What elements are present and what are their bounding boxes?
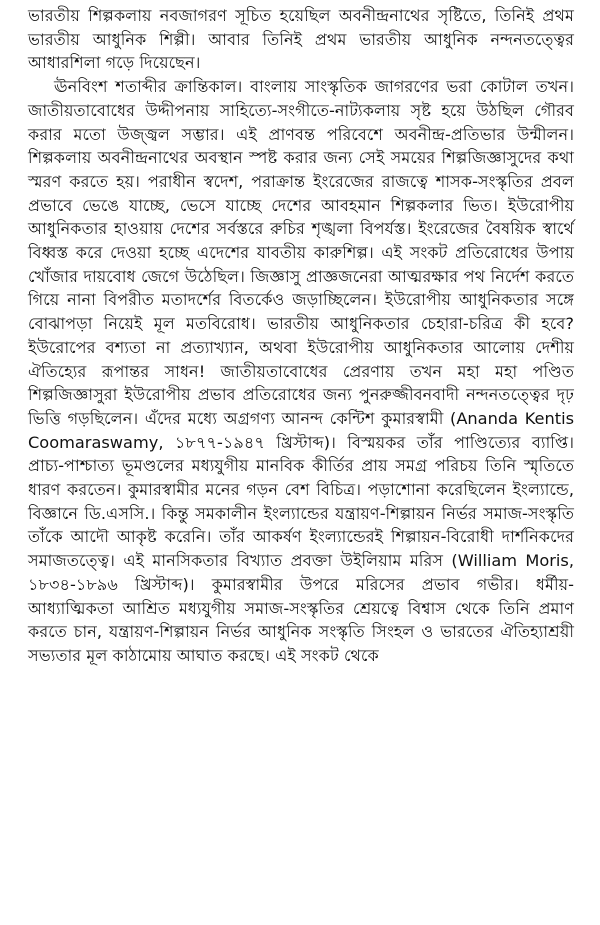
paragraph-intro: ভারতীয় শিল্পকলায় নবজাগরণ সূচিত হয়েছিল অবনীন্দ্রনাথের সৃষ্টিতে, তিনিই প্রথম ভারতীয় আধুনিক শিল্পী। আবার তিনিই প্রথম ভারতীয় আধুনিক নন্দনতত্ত্বের আধারশিলা গড়ে দিয়েছেন। [28,6,574,73]
paragraph-main: ঊনবিংশ শতাব্দীর ক্রান্তিকাল। বাংলায় সাংস্কৃতিক জাগরণের ভরা কোটাল তখন। জাতীয়তাবোধের উদ্দীপনায় সাহিত্যে-সংগীতে-নাট্যকলায় সৃষ্ট হয়ে উঠছিল গৌরব করার মতো উজ্জ্বল সম্ভার। এই প্রাণবন্ত পরিবেশে অবনীন্দ্র-প্রতিভার উন্মীলন। শিল্পকলায় অবনীন্দ্রনাথের অবস্থান স্পষ্ট করার জন্য সেই সময়ের শিল্পজিজ্ঞাসুদের কথা স্মরণ করতে হয়। পরাধীন স্বদেশ, পরাক্রান্ত ইংরেজের রাজত্বে শাসক-সংস্কৃতির প্রবল প্রভাবে ভেঙে যাচ্ছে, ভেসে যাচ্ছে দেশের আবহমান শিল্পকলার ভিত। ইউরোপীয় আধুনিকতার হাওয়ায় দেশের সর্বস্তরে রুচির শৃঙ্খলা বিপর্যস্ত। ইংরেজের বৈষয়িক স্বার্থে বিধ্বস্ত করে দেওয়া হচ্ছে এদেশের যাবতীয় কারুশিল্প। এই সংকট প্রতিরোধের উপায় খোঁজার দায়বোধ জেগে উঠেছিল। জিজ্ঞাসু প্রাজ্ঞজনেরা আত্মরক্ষার পথ নির্দেশ করতে গিয়ে নানা বিপরীত মতাদর্শের বিতর্কেও জড়াচ্ছিলেন। ইউরোপীয় আধুনিকতার সঙ্গে বোঝাপড়া নিয়েই মূল মতবিরোধ। ভারতীয় আধুনিকতার চেহারা-চরিত্র কী হবে? ইউরোপের বশ্যতা না প্রত্যাখ্যান, অথবা ইউরোপীয় আধুনিকতার আলোয় দেশীয় ঐতিহ্যের রূপান্তর সাধন! জাতীয়তাবোধের প্রেরণায় তখন মহা মহা পণ্ডিত শিল্পজিজ্ঞাসুরা ইউরোপীয় প্রভাব প্রতিরোধের জন্য পুনরুজ্জীবনবাদী নন্দনতত্ত্বের দৃঢ় ভিত্তি গড়ছিলেন। এঁদের মধ্যে অগ্রগণ্য আনন্দ কেন্টিশ কুমারস্বামী (Ananda Kentis Coomaraswamy, ১৮৭৭-১৯৪৭ খ্রিস্টাব্দ)। বিস্ময়কর তাঁর পাণ্ডিত্যের ব্যাপ্তি। প্রাচ্য-পাশ্চাত্য ভূমণ্ডলের মধ্যযুগীয় মানবিক কীর্তির প্রায় সমগ্র পরিচয় তিনি স্মৃতিতে ধারণ করতেন। কুমারস্বামীর মনের গড়ন বেশ বিচিত্র। পড়াশোনা করেছিলেন ইংল্যান্ডে, বিজ্ঞানে ডি.এসসি.। কিন্তু সমকালীন ইংল্যান্ডের যন্ত্রায়ণ-শিল্পায়ন নির্ভর সমাজ-সংস্কৃতি তাঁকে আদৌ আকৃষ্ট করেনি। তাঁর আকর্ষণ ইংল্যান্ডেরই শিল্পায়ন-বিরোধী দার্শনিকদের সমাজতত্ত্বে। এই মানসিকতার বিখ্যাত প্রবক্তা উইলিয়াম মরিস (William Moris, ১৮৩৪-১৮৯৬ খ্রিস্টাব্দ)। কুমারস্বামীর উপরে মরিসের প্রভাব গভীর। ধর্মীয়-আধ্যাত্মিকতা আশ্রিত মধ্যযুগীয় সমাজ-সংস্কৃতির শ্রেয়ত্বে বিশ্বাস থেকে তিনি প্রমাণ করতে চান, যন্ত্রায়ণ-শিল্পায়ন নির্ভর আধুনিক সংস্কৃতি সিংহল ও ভারতের ঐতিহ্যাশ্রয়ী সভ্যতার মূল কাঠামোয় আঘাত করছে। এই সংকট থেকে [28,77,574,665]
